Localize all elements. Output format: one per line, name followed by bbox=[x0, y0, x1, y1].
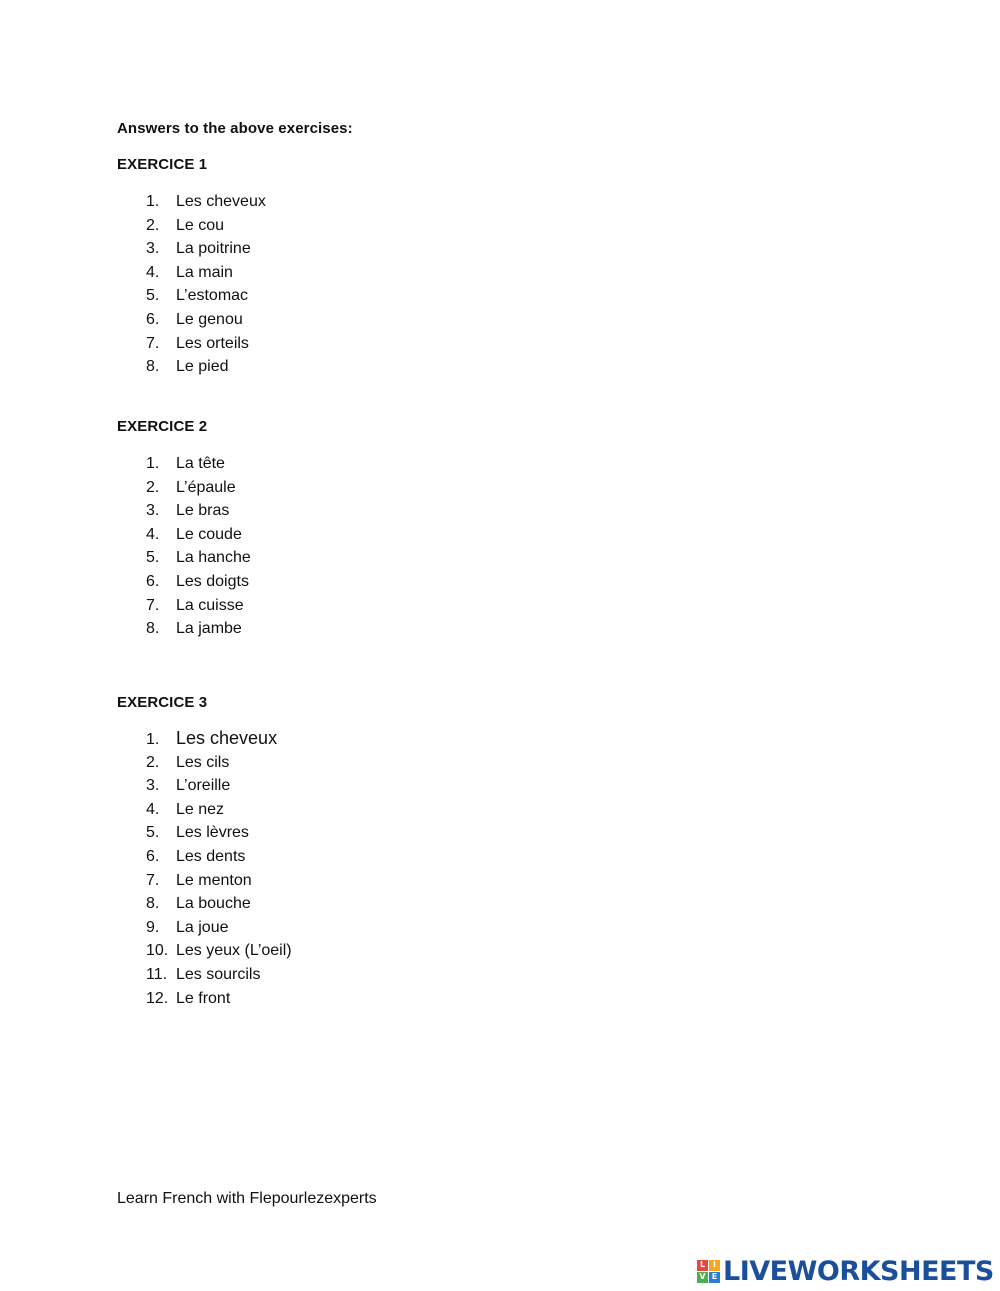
list-item bbox=[146, 916, 292, 940]
item-text: Les cheveux bbox=[176, 728, 278, 748]
footer-text: Learn French with Flepourlezexperts bbox=[117, 1190, 377, 1207]
item-text: Les cils bbox=[176, 753, 230, 771]
item-text: Les doigts bbox=[176, 572, 249, 590]
logo-tile: V bbox=[697, 1272, 708, 1283]
item-number: 7. bbox=[146, 334, 160, 352]
list-item bbox=[146, 963, 292, 987]
item-text: Le cou bbox=[176, 216, 225, 234]
list-item bbox=[146, 190, 266, 214]
item-text: Les yeux (L’oeil) bbox=[176, 942, 292, 960]
list-item bbox=[146, 499, 251, 523]
brand-wordmark: LIVEWORKSHEETS bbox=[723, 1255, 994, 1287]
item-number: 5. bbox=[146, 549, 160, 567]
item-number: 2. bbox=[146, 478, 160, 496]
exercise-3-list bbox=[146, 727, 292, 1010]
item-text: Le nez bbox=[176, 800, 225, 818]
item-number: 8. bbox=[146, 895, 160, 913]
exercise-2-title: EXERCICE 2 bbox=[117, 418, 208, 435]
list-item bbox=[146, 594, 251, 618]
item-number: 3. bbox=[146, 502, 160, 520]
item-text: Les orteils bbox=[176, 334, 249, 352]
item-number: 4. bbox=[146, 525, 160, 543]
item-text: La joue bbox=[176, 918, 229, 936]
item-text: La cuisse bbox=[176, 596, 244, 614]
item-number: 3. bbox=[146, 240, 160, 258]
item-number: 5. bbox=[146, 287, 160, 305]
item-text: La poitrine bbox=[176, 240, 251, 258]
list-item bbox=[146, 617, 251, 641]
item-number: 1. bbox=[146, 455, 160, 472]
item-number: 6. bbox=[146, 572, 160, 590]
list-item bbox=[146, 939, 292, 963]
list-item bbox=[146, 892, 292, 916]
item-text: Le front bbox=[176, 989, 231, 1007]
item-number: 2. bbox=[146, 753, 160, 771]
item-text: L’estomac bbox=[176, 287, 249, 305]
item-number: 4. bbox=[146, 263, 160, 281]
item-number: 7. bbox=[146, 871, 160, 889]
logo-tile: E bbox=[709, 1272, 720, 1283]
item-text: La hanche bbox=[176, 549, 251, 567]
item-number: 5. bbox=[146, 824, 160, 842]
list-item bbox=[146, 845, 292, 869]
item-number: 2. bbox=[146, 216, 160, 234]
item-text: Les cheveux bbox=[176, 193, 266, 210]
list-item bbox=[146, 869, 292, 893]
item-text: La bouche bbox=[176, 895, 251, 913]
list-item bbox=[146, 570, 251, 594]
list-item bbox=[146, 751, 292, 775]
logo-tile: L bbox=[697, 1260, 708, 1271]
list-item bbox=[146, 987, 292, 1011]
item-number: 4. bbox=[146, 800, 160, 818]
list-item bbox=[146, 237, 266, 261]
item-number: 3. bbox=[146, 777, 160, 795]
item-number: 6. bbox=[146, 310, 160, 328]
item-text: Les dents bbox=[176, 847, 246, 865]
item-number: 11. bbox=[146, 965, 168, 983]
item-number: 10. bbox=[146, 942, 169, 960]
item-text: L’oreille bbox=[176, 777, 231, 795]
logo-tile: I bbox=[709, 1260, 720, 1271]
item-text: Les lèvres bbox=[176, 824, 249, 842]
list-item bbox=[146, 821, 292, 845]
item-text: La main bbox=[176, 263, 233, 281]
item-text: La jambe bbox=[176, 620, 242, 638]
exercise-2-list bbox=[146, 452, 251, 641]
list-item bbox=[146, 332, 266, 356]
list-item bbox=[146, 261, 266, 285]
liveworksheets-logo-icon bbox=[697, 1260, 720, 1283]
item-number: 12. bbox=[146, 989, 169, 1007]
item-text: Les sourcils bbox=[176, 965, 261, 983]
list-item bbox=[146, 774, 292, 798]
item-text: L’épaule bbox=[176, 478, 236, 496]
list-item bbox=[146, 523, 251, 547]
item-number: 1. bbox=[146, 193, 160, 210]
exercise-1-list bbox=[146, 190, 266, 379]
list-item bbox=[146, 476, 251, 500]
item-number: 1. bbox=[146, 731, 160, 748]
exercise-3-title: EXERCICE 3 bbox=[117, 694, 208, 711]
item-number: 6. bbox=[146, 847, 160, 865]
item-number: 7. bbox=[146, 596, 160, 614]
intro-heading: Answers to the above exercises: bbox=[117, 120, 353, 137]
item-number: 8. bbox=[146, 620, 160, 638]
list-item bbox=[146, 308, 266, 332]
list-item bbox=[146, 355, 266, 379]
item-text: Le menton bbox=[176, 871, 252, 889]
item-number: 8. bbox=[146, 358, 160, 376]
item-text: Le coude bbox=[176, 525, 242, 543]
list-item bbox=[146, 214, 266, 238]
liveworksheets-brand[interactable] bbox=[697, 1254, 994, 1288]
list-item bbox=[146, 727, 292, 751]
item-text: Le genou bbox=[176, 310, 243, 328]
list-item bbox=[146, 798, 292, 822]
list-item bbox=[146, 284, 266, 308]
item-text: Le pied bbox=[176, 358, 229, 376]
exercise-1-title: EXERCICE 1 bbox=[117, 156, 208, 173]
item-number: 9. bbox=[146, 918, 160, 936]
item-text: Le bras bbox=[176, 502, 230, 520]
list-item bbox=[146, 452, 251, 476]
list-item bbox=[146, 546, 251, 570]
item-text: La tête bbox=[176, 455, 225, 472]
